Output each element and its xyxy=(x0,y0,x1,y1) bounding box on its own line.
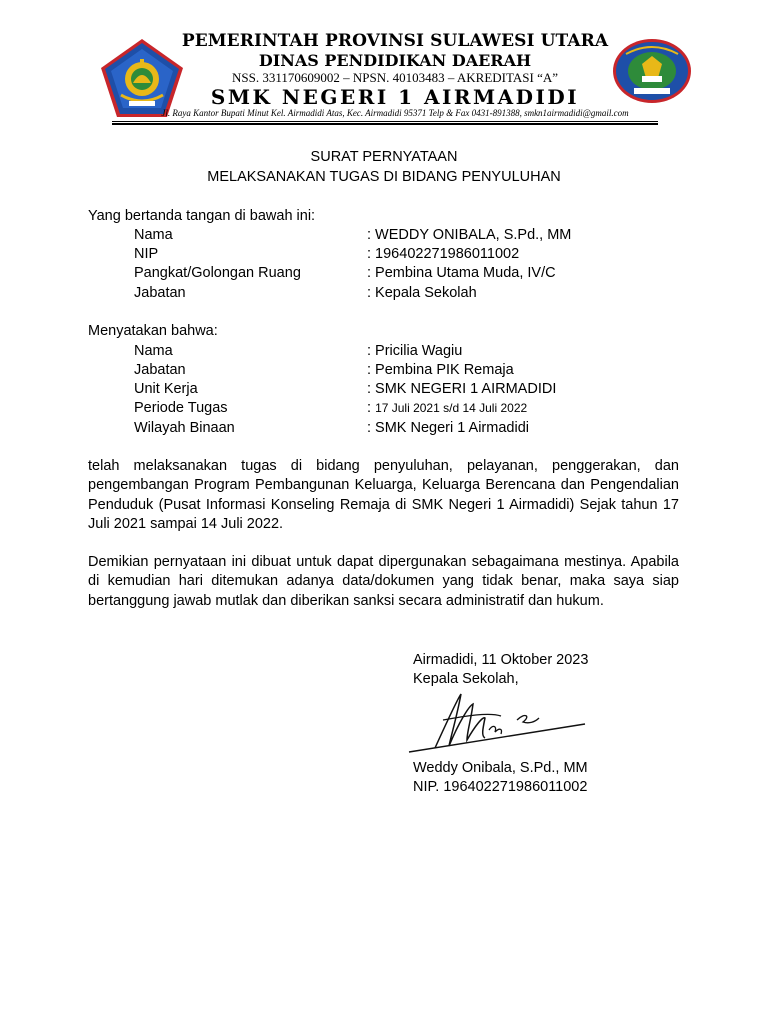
subject-period-value xyxy=(367,399,527,418)
signer-position-value: : Kepala Sekolah xyxy=(367,285,477,301)
letterhead-department: DINAS PENDIDIKAN DAERAH xyxy=(258,51,532,70)
subject-area-label: Wilayah Binaan xyxy=(134,420,235,436)
signer-full-name: Weddy Onibala, S.Pd., MM xyxy=(413,760,588,776)
signer-title: Kepala Sekolah, xyxy=(413,671,519,687)
signer-nip: NIP. 196402271986011002 xyxy=(413,779,588,795)
letterhead-address: Jl. Raya Kantor Bupati Minut Kel. Airmadidi Atas, Kec. Airmadidi 95371 Telp & Fax 0431-891388, smkn1airmadidi@gmail.com xyxy=(161,108,629,118)
closing-paragraph: Demikian pernyataan ini dibuat untuk dapat dipergunakan sebagaimana mestinya. Apabila di kemudian hari ditemukan adanya data/dokumen yang tidak benar, maka saya siap bertanggung jawab mutlak dan diberikan sanksi secara administratif dan hukum. xyxy=(88,554,679,609)
subject-unit-label: Unit Kerja xyxy=(134,381,198,397)
signer-name-label: Nama xyxy=(134,227,173,243)
subject-area-value: : SMK Negeri 1 Airmadidi xyxy=(367,420,529,436)
subject-position-label: Jabatan xyxy=(134,362,186,378)
subject-period-colon: : xyxy=(367,400,372,416)
document-subtitle: MELAKSANAKAN TUGAS DI BIDANG PENYULUHAN xyxy=(207,169,561,185)
handwritten-signature xyxy=(405,686,590,758)
signer-name-value: : WEDDY ONIBALA, S.Pd., MM xyxy=(367,227,572,243)
subject-position-value: : Pembina PIK Remaja xyxy=(367,362,514,378)
subject-unit-value: : SMK NEGERI 1 AIRMADIDI xyxy=(367,381,557,397)
subject-period-dates: 17 Juli 2021 s/d 14 Juli 2022 xyxy=(375,401,528,415)
subject-name-value: : Pricilia Wagiu xyxy=(367,343,463,359)
signer-position-label: Jabatan xyxy=(134,285,186,301)
subject-intro: Menyatakan bahwa: xyxy=(88,323,218,339)
place-date: Airmadidi, 11 Oktober 2023 xyxy=(413,652,589,668)
subject-period-label: Periode Tugas xyxy=(134,400,228,416)
statement-paragraph: telah melaksanakan tugas di bidang penyuluhan, pelayanan, penggerakan, dan pengembangan Program Pembangunan Keluarga, Keluarga Berencana dan Pengendalian Penduduk (Pusat Informasi Konseling Remaja di SMK Negeri 1 Airmadidi) Sejak tahun 17 Juli 2021 sampai 14 Juli 2022. xyxy=(88,458,679,532)
signer-rank-label: Pangkat/Golongan Ruang xyxy=(134,265,301,281)
letterhead-divider-thick xyxy=(112,123,658,125)
letterhead-registration: NSS. 331170609002 – NPSN. 40103483 – AKREDITASI “A” xyxy=(231,70,558,85)
letterhead-school-name: SMK NEGERI 1 AIRMADIDI xyxy=(210,85,580,109)
signer-nip-label: NIP xyxy=(134,246,159,262)
letterhead-divider-thin xyxy=(112,121,658,122)
signer-nip-value: : 196402271986011002 xyxy=(367,246,520,262)
signer-intro: Yang bertanda tangan di bawah ini: xyxy=(88,208,316,224)
signer-rank-value: : Pembina Utama Muda, IV/C xyxy=(367,265,556,281)
letterhead-government: PEMERINTAH PROVINSI SULAWESI UTARA xyxy=(181,31,609,51)
subject-name-label: Nama xyxy=(134,343,173,359)
document-title: SURAT PERNYATAAN xyxy=(310,149,458,165)
